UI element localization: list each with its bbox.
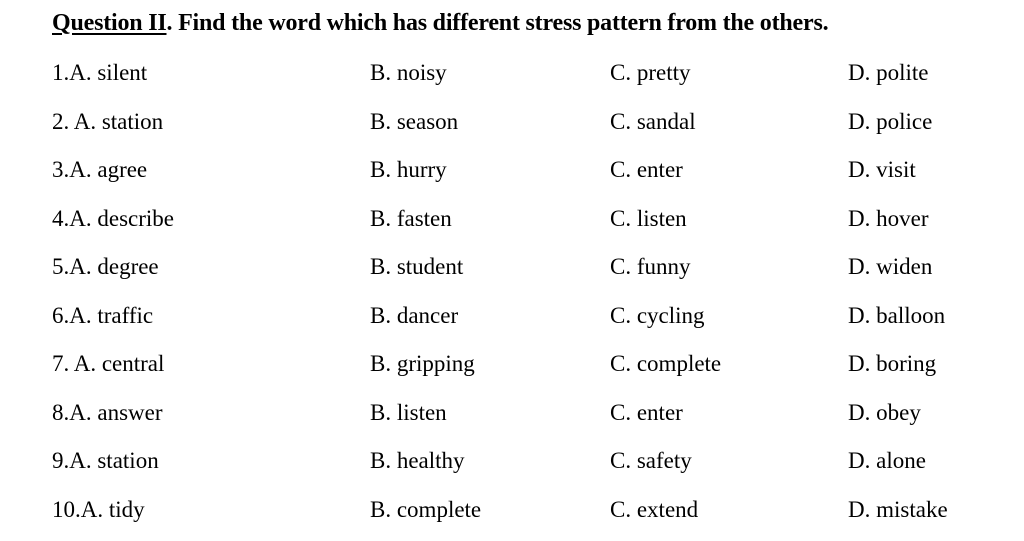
- option-d: D. widen: [848, 254, 933, 279]
- option-b: B. gripping: [370, 351, 475, 376]
- option-c: C. cycling: [610, 302, 705, 328]
- option-d: D. police: [848, 108, 933, 134]
- question-row-9: [52, 444, 1012, 493]
- option-a: 6.A. traffic: [52, 302, 154, 328]
- option-b: B. season: [370, 108, 459, 134]
- option-d: D. balloon: [848, 302, 946, 328]
- option-a: 2. A. station: [52, 108, 164, 134]
- question-row-6: [52, 299, 1012, 348]
- option-a: 1.A. silent: [52, 60, 148, 85]
- option-d: D. hover: [848, 205, 929, 231]
- option-c: C. sandal: [610, 108, 696, 134]
- option-c: C. enter: [610, 399, 683, 425]
- option-b: B. listen: [370, 399, 447, 425]
- question-row-3: [52, 153, 1012, 202]
- question-instruction: . Find the word which has different stress pattern from the others.: [166, 10, 829, 36]
- question-row-1: [52, 56, 1012, 105]
- option-c: C. listen: [610, 205, 687, 231]
- question-heading: [52, 10, 828, 37]
- option-b: B. student: [370, 254, 464, 279]
- question-row-7: [52, 347, 1012, 396]
- question-row-2: [52, 105, 1012, 154]
- option-a: 5.A. degree: [52, 254, 159, 279]
- question-row-4: [52, 202, 1012, 251]
- option-a: 10.A. tidy: [52, 496, 145, 522]
- option-d: D. obey: [848, 399, 921, 425]
- question-list: [52, 56, 1012, 541]
- option-a: 9.A. station: [52, 448, 159, 473]
- option-c: C. funny: [610, 254, 691, 279]
- question-row-5: [52, 250, 1012, 299]
- option-a: 3.A. agree: [52, 157, 148, 182]
- option-b: B. fasten: [370, 205, 452, 231]
- option-b: B. noisy: [370, 60, 447, 85]
- option-b: B. complete: [370, 496, 482, 522]
- option-a: 4.A. describe: [52, 205, 174, 231]
- question-label: Question II: [52, 10, 167, 36]
- question-row-10: [52, 493, 1012, 541]
- option-c: C. extend: [610, 496, 699, 522]
- option-d: D. alone: [848, 448, 926, 473]
- option-b: B. dancer: [370, 302, 459, 328]
- option-d: D. mistake: [848, 496, 948, 522]
- option-a: 8.A. answer: [52, 399, 163, 425]
- option-d: D. boring: [848, 351, 937, 376]
- option-d: D. polite: [848, 60, 929, 85]
- option-b: B. hurry: [370, 157, 447, 182]
- option-c: C. enter: [610, 157, 683, 182]
- option-c: C. pretty: [610, 60, 691, 85]
- option-a: 7. A. central: [52, 351, 165, 376]
- option-c: C. complete: [610, 351, 722, 376]
- option-d: D. visit: [848, 157, 916, 182]
- option-b: B. healthy: [370, 448, 465, 473]
- option-c: C. safety: [610, 448, 692, 473]
- question-row-8: [52, 396, 1012, 445]
